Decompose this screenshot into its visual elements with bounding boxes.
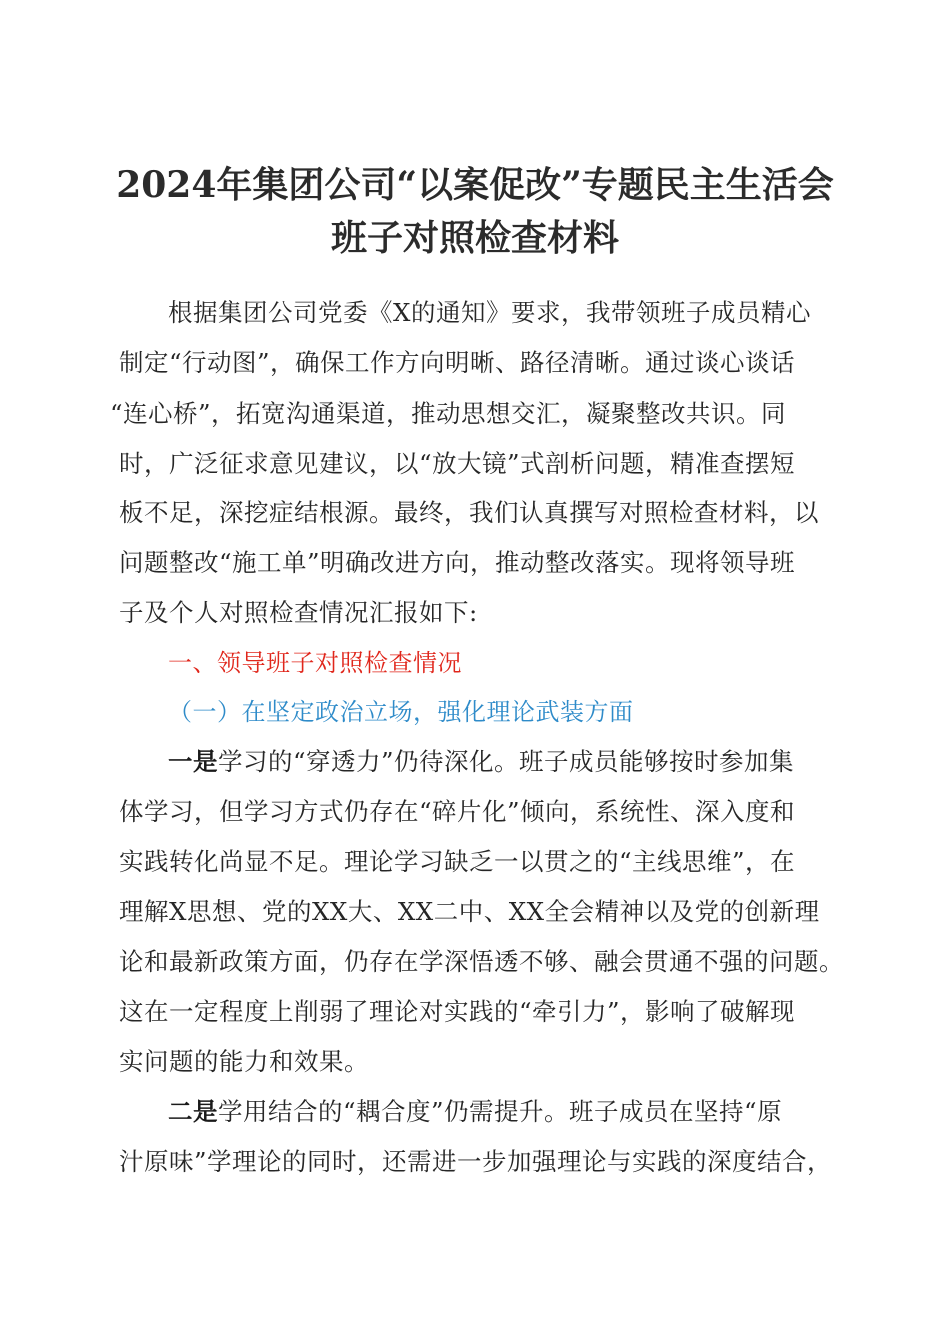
section-heading-1: 一、领导班子对照检查情况 xyxy=(168,649,462,677)
intro-line: “连心桥”，拓宽沟通渠道，推动思想交汇，凝聚整改共识。同 xyxy=(110,399,787,428)
paragraph-1-first-line xyxy=(168,745,794,779)
document-title-line-2: 班子对照检查材料 xyxy=(330,217,619,259)
paragraph-2-lead: 二是 xyxy=(168,1097,218,1126)
intro-line: 板不足，深挖症结根源。最终，我们认真撰写对照检查材料，以 xyxy=(119,498,819,527)
document-title-line-1: 2024年集团公司“以案促改”专题民主生活会 xyxy=(116,164,834,206)
paragraph-2-line: 汁原味”学理论的同时，还需进一步加强理论与实践的深度结合， xyxy=(119,1147,833,1176)
intro-line: 问题整改“施工单”明确改进方向，推动整改落实。现将领导班 xyxy=(119,548,796,577)
paragraph-2-first-line xyxy=(168,1095,782,1129)
intro-line: 制定“行动图”，确保工作方向明晰、路径清晰。通过谈心谈话 xyxy=(119,348,796,377)
paragraph-1-line: 实践转化尚显不足。理论学习缺乏一以贯之的“主线思维”，在 xyxy=(119,847,796,876)
paragraph-1-line: 这在一定程度上削弱了理论对实践的“牵引力”，影响了破解现 xyxy=(119,997,796,1026)
intro-line: 根据集团公司党委《X的通知》要求，我带领班子成员精心 xyxy=(168,298,811,327)
paragraph-1-line: 理解X思想、党的XX大、XX二中、XX全会精神以及党的创新理 xyxy=(119,897,820,926)
paragraph-2-line: 学用结合的“耦合度”仍需提升。班子成员在坚持“原 xyxy=(218,1097,783,1126)
intro-line: 子及个人对照检查情况汇报如下: xyxy=(119,598,478,627)
section-heading-2: （一）在坚定政治立场，强化理论武装方面 xyxy=(168,698,634,726)
paragraph-1-line: 论和最新政策方面，仍存在学深悟透不够、融会贯通不强的问题。 xyxy=(119,947,844,976)
intro-line: 时，广泛征求意见建议，以“放大镜”式剖析问题，精准查摆短 xyxy=(119,449,796,478)
paragraph-1-lead: 一是 xyxy=(168,747,218,776)
paragraph-1-line: 体学习，但学习方式仍存在“碎片化”倾向，系统性、深入度和 xyxy=(119,797,796,826)
paragraph-1-line: 实问题的能力和效果。 xyxy=(119,1047,369,1076)
paragraph-1-line: 学习的“穿透力”仍待深化。班子成员能够按时参加集 xyxy=(218,747,795,776)
